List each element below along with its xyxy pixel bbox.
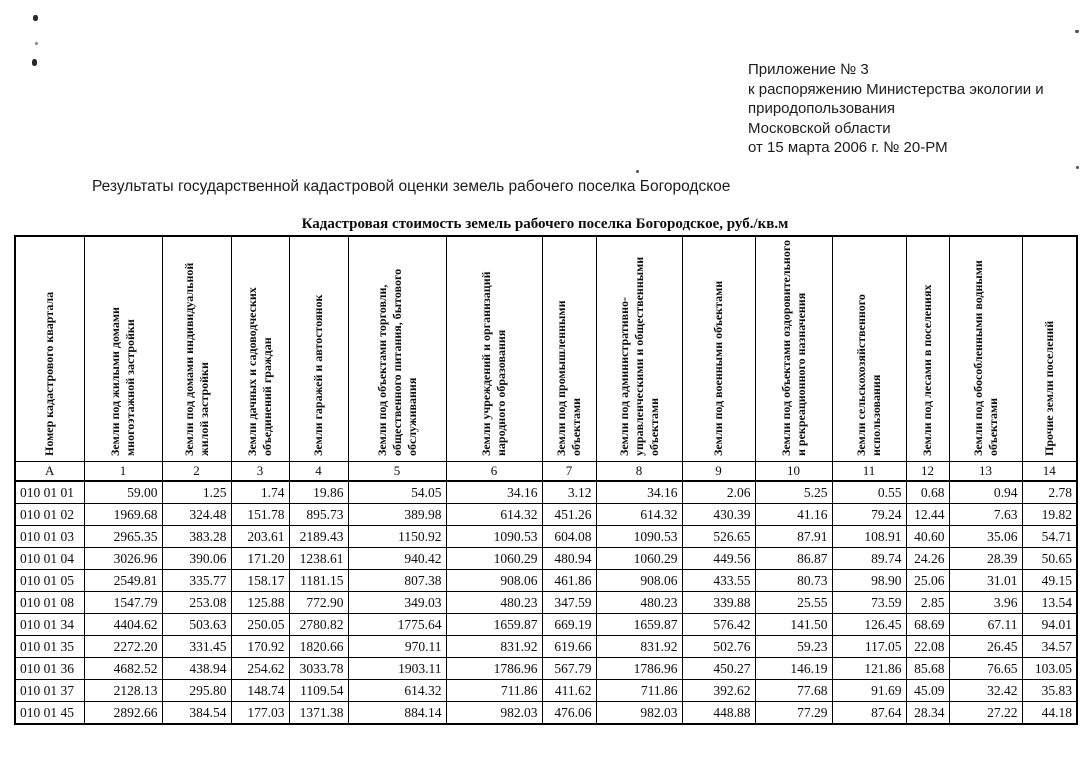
value-cell: 461.86 [542,570,596,592]
value-cell: 117.05 [832,636,906,658]
index-cell: 5 [348,462,446,482]
annotation-line: от 15 марта 2006 г. № 20-РМ [748,139,948,156]
table-row [15,680,1077,702]
value-cell: 5.25 [755,481,832,504]
table-row [15,504,1077,526]
value-cell: 908.06 [446,570,542,592]
value-cell: 1181.15 [289,570,348,592]
value-cell: 2.78 [1022,481,1077,504]
value-cell: 567.79 [542,658,596,680]
quarter-number-cell: 010 01 05 [15,570,84,592]
value-cell: 433.55 [682,570,755,592]
value-cell: 669.19 [542,614,596,636]
header-label: Земли под домами индивидуальной жилой застройки [181,262,211,456]
scan-artifact [1076,166,1079,169]
value-cell: 390.06 [162,548,231,570]
value-cell: 67.11 [949,614,1022,636]
value-cell: 1659.87 [596,614,682,636]
header-cell [289,236,348,462]
cadastral-value-table [14,235,1078,725]
quarter-number-cell: 010 01 37 [15,680,84,702]
value-cell: 141.50 [755,614,832,636]
value-cell: 476.06 [542,702,596,725]
value-cell: 254.62 [231,658,289,680]
value-cell: 1547.79 [84,592,162,614]
value-cell: 772.90 [289,592,348,614]
header-label: Прочие земли поселений [1041,320,1056,456]
value-cell: 711.86 [596,680,682,702]
header-cell [1022,236,1077,462]
value-cell: 91.69 [832,680,906,702]
value-cell: 3.12 [542,481,596,504]
value-cell: 126.45 [832,614,906,636]
header-cell [682,236,755,462]
value-cell: 35.06 [949,526,1022,548]
value-cell: 3026.96 [84,548,162,570]
value-cell: 32.42 [949,680,1022,702]
value-cell: 884.14 [348,702,446,725]
header-cell-quarter [15,236,84,462]
value-cell: 0.55 [832,481,906,504]
value-cell: 411.62 [542,680,596,702]
value-cell: 1060.29 [596,548,682,570]
value-cell: 1786.96 [446,658,542,680]
scan-artifact [636,170,639,173]
value-cell: 480.94 [542,548,596,570]
table-row [15,636,1077,658]
value-cell: 3033.78 [289,658,348,680]
value-cell: 22.08 [906,636,949,658]
value-cell: 1109.54 [289,680,348,702]
value-cell: 711.86 [446,680,542,702]
value-cell: 604.08 [542,526,596,548]
value-cell: 576.42 [682,614,755,636]
value-cell: 383.28 [162,526,231,548]
value-cell: 170.92 [231,636,289,658]
value-cell: 940.42 [348,548,446,570]
value-cell: 108.91 [832,526,906,548]
value-cell: 158.17 [231,570,289,592]
value-cell: 27.22 [949,702,1022,725]
value-cell: 79.24 [832,504,906,526]
quarter-number-cell: 010 01 34 [15,614,84,636]
value-cell: 2.06 [682,481,755,504]
value-cell: 2189.43 [289,526,348,548]
header-cell [84,236,162,462]
header-cell [231,236,289,462]
value-cell: 480.23 [446,592,542,614]
value-cell: 250.05 [231,614,289,636]
value-cell: 7.63 [949,504,1022,526]
header-label: Номер кадастрового квартала [42,291,57,456]
value-cell: 450.27 [682,658,755,680]
value-cell: 324.48 [162,504,231,526]
value-cell: 2549.81 [84,570,162,592]
value-cell: 503.63 [162,614,231,636]
quarter-number-cell: 010 01 36 [15,658,84,680]
value-cell: 73.59 [832,592,906,614]
scan-artifact [33,15,38,21]
value-cell: 87.91 [755,526,832,548]
value-cell: 339.88 [682,592,755,614]
value-cell: 59.23 [755,636,832,658]
index-cell: 3 [231,462,289,482]
table-row [15,526,1077,548]
document-title: Результаты государственной кадастровой оценки земель рабочего поселка Богородское [92,178,731,195]
value-cell: 19.82 [1022,504,1077,526]
value-cell: 1060.29 [446,548,542,570]
value-cell: 54.05 [348,481,446,504]
value-cell: 151.78 [231,504,289,526]
value-cell: 125.88 [231,592,289,614]
value-cell: 895.73 [289,504,348,526]
value-cell: 807.38 [348,570,446,592]
value-cell: 1659.87 [446,614,542,636]
value-cell: 77.68 [755,680,832,702]
value-cell: 203.61 [231,526,289,548]
value-cell: 614.32 [348,680,446,702]
header-label: Земли под административно-управленческими и общественными объектами [616,256,661,456]
table-container [14,216,1076,725]
index-row [15,462,1077,482]
value-cell: 295.80 [162,680,231,702]
table-row [15,614,1077,636]
value-cell: 1371.38 [289,702,348,725]
value-cell: 26.45 [949,636,1022,658]
value-cell: 103.05 [1022,658,1077,680]
scan-artifact [35,42,38,45]
value-cell: 76.65 [949,658,1022,680]
value-cell: 430.39 [682,504,755,526]
value-cell: 619.66 [542,636,596,658]
header-cell [755,236,832,462]
value-cell: 970.11 [348,636,446,658]
quarter-number-cell: 010 01 04 [15,548,84,570]
value-cell: 1090.53 [596,526,682,548]
value-cell: 831.92 [446,636,542,658]
header-label: Земли под объектами оздоровительного и рекреационного назначения [778,240,808,456]
value-cell: 2965.35 [84,526,162,548]
value-cell: 89.74 [832,548,906,570]
index-cell: 2 [162,462,231,482]
value-cell: 12.44 [906,504,949,526]
index-cell: 11 [832,462,906,482]
value-cell: 4682.52 [84,658,162,680]
table-row [15,481,1077,504]
value-cell: 34.57 [1022,636,1077,658]
value-cell: 908.06 [596,570,682,592]
header-cell [949,236,1022,462]
value-cell: 448.88 [682,702,755,725]
table-row [15,702,1077,725]
value-cell: 19.86 [289,481,348,504]
value-cell: 13.54 [1022,592,1077,614]
value-cell: 1969.68 [84,504,162,526]
value-cell: 331.45 [162,636,231,658]
value-cell: 31.01 [949,570,1022,592]
index-cell: 14 [1022,462,1077,482]
value-cell: 1775.64 [348,614,446,636]
table-row [15,592,1077,614]
header-cell [832,236,906,462]
quarter-number-cell: 010 01 08 [15,592,84,614]
scan-artifact [1075,30,1079,33]
annotation-line: Московской области [748,119,891,137]
value-cell: 94.01 [1022,614,1077,636]
value-cell: 148.74 [231,680,289,702]
table-body [15,481,1077,724]
header-cell [162,236,231,462]
header-label: Земли сельскохозяйственного использования [854,294,883,456]
quarter-number-cell: 010 01 45 [15,702,84,725]
header-label: Земли дачных и садоводческих объединений граждан [245,287,274,456]
annotation-line: природопользования [748,100,895,117]
scan-artifact [32,59,37,66]
value-cell: 80.73 [755,570,832,592]
value-cell: 2892.66 [84,702,162,725]
value-cell: 49.15 [1022,570,1077,592]
header-row [15,236,1077,462]
value-cell: 614.32 [446,504,542,526]
header-cell [596,236,682,462]
header-label: Земли под промышленными объектами [554,300,583,456]
value-cell: 389.98 [348,504,446,526]
value-cell: 28.34 [906,702,949,725]
value-cell: 614.32 [596,504,682,526]
value-cell: 25.55 [755,592,832,614]
value-cell: 50.65 [1022,548,1077,570]
index-cell: 10 [755,462,832,482]
value-cell: 831.92 [596,636,682,658]
value-cell: 146.19 [755,658,832,680]
header-label: Земли под жилыми домами многоэтажной застройки [108,307,137,456]
value-cell: 349.03 [348,592,446,614]
value-cell: 28.39 [949,548,1022,570]
value-cell: 4404.62 [84,614,162,636]
header-cell [348,236,446,462]
value-cell: 34.16 [596,481,682,504]
value-cell: 1150.92 [348,526,446,548]
table-row [15,570,1077,592]
header-cell [542,236,596,462]
table-row [15,658,1077,680]
value-cell: 253.08 [162,592,231,614]
annotation-line: к распоряжению Министерства экологии и [748,80,1044,98]
value-cell: 68.69 [906,614,949,636]
header-label: Земли под лесами в поселениях [920,284,934,456]
value-cell: 1238.61 [289,548,348,570]
quarter-number-cell: 010 01 35 [15,636,84,658]
quarter-number-cell: 010 01 01 [15,481,84,504]
value-cell: 2780.82 [289,614,348,636]
value-cell: 3.96 [949,592,1022,614]
value-cell: 40.60 [906,526,949,548]
header-label: Земли учреждений и организаций народного образования [479,271,508,456]
value-cell: 177.03 [231,702,289,725]
value-cell: 449.56 [682,548,755,570]
quarter-number-cell: 010 01 02 [15,504,84,526]
index-cell: 7 [542,462,596,482]
value-cell: 171.20 [231,548,289,570]
table-head [15,236,1077,481]
value-cell: 121.86 [832,658,906,680]
value-cell: 982.03 [596,702,682,725]
value-cell: 0.68 [906,481,949,504]
value-cell: 1.25 [162,481,231,504]
value-cell: 451.26 [542,504,596,526]
header-label: Земли под военными объектами [711,280,725,456]
table-row [15,548,1077,570]
value-cell: 98.90 [832,570,906,592]
index-cell: 12 [906,462,949,482]
value-cell: 1903.11 [348,658,446,680]
value-cell: 438.94 [162,658,231,680]
index-cell: 8 [596,462,682,482]
index-cell: 4 [289,462,348,482]
header-label: Земли под обособленными водными объектами [970,260,1000,456]
value-cell: 59.00 [84,481,162,504]
value-cell: 41.16 [755,504,832,526]
value-cell: 526.65 [682,526,755,548]
value-cell: 44.18 [1022,702,1077,725]
annotation-line: Приложение № 3 [748,61,869,78]
value-cell: 2272.20 [84,636,162,658]
value-cell: 34.16 [446,481,542,504]
value-cell: 87.64 [832,702,906,725]
index-cell: А [15,462,84,482]
index-cell: 6 [446,462,542,482]
value-cell: 54.71 [1022,526,1077,548]
quarter-number-cell: 010 01 03 [15,526,84,548]
value-cell: 1786.96 [596,658,682,680]
value-cell: 24.26 [906,548,949,570]
value-cell: 25.06 [906,570,949,592]
value-cell: 45.09 [906,680,949,702]
value-cell: 1820.66 [289,636,348,658]
value-cell: 2.85 [906,592,949,614]
value-cell: 392.62 [682,680,755,702]
value-cell: 1090.53 [446,526,542,548]
value-cell: 480.23 [596,592,682,614]
index-cell: 1 [84,462,162,482]
annotation-block [748,60,1044,158]
value-cell: 35.83 [1022,680,1077,702]
value-cell: 0.94 [949,481,1022,504]
value-cell: 502.76 [682,636,755,658]
value-cell: 86.87 [755,548,832,570]
value-cell: 982.03 [446,702,542,725]
value-cell: 347.59 [542,592,596,614]
value-cell: 1.74 [231,481,289,504]
header-label: Земли гаражей и автостоянок [311,294,325,456]
index-cell: 9 [682,462,755,482]
value-cell: 384.54 [162,702,231,725]
header-cell [906,236,949,462]
table-title: Кадастровая стоимость земель рабочего поселка Богородское, руб./кв.м [301,216,789,232]
value-cell: 77.29 [755,702,832,725]
value-cell: 335.77 [162,570,231,592]
header-label: Земли под объектами торговли, общественного питания, бытового обслуживания [374,268,419,456]
value-cell: 85.68 [906,658,949,680]
header-cell [446,236,542,462]
value-cell: 2128.13 [84,680,162,702]
index-cell: 13 [949,462,1022,482]
